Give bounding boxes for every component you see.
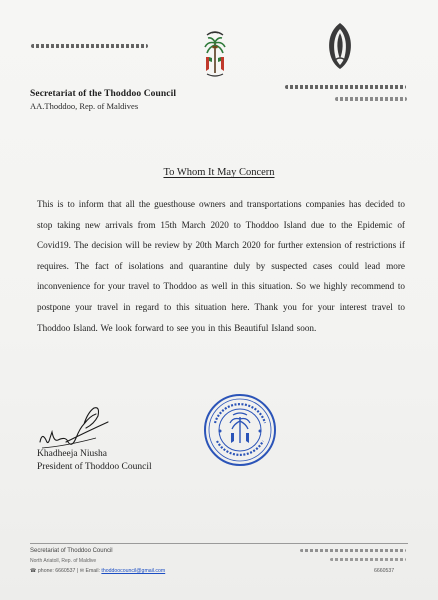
- dhivehi-footer-line2: [330, 558, 406, 561]
- footer-address: North Ariatoll, Rep. of Maldive: [30, 558, 97, 564]
- maldives-emblem-icon: [203, 27, 227, 79]
- footer-contact: ☎ phone: 6660537 | ✉ Email: thoddoocouncil@gmail.com: [30, 568, 166, 574]
- handwritten-signature: [36, 402, 111, 452]
- email-icon: ✉: [79, 568, 85, 574]
- footer-org: Secretariat of Thoddoo Council: [30, 548, 113, 554]
- letter-body: This is to inform that all the guesthouse owners and transportations companies has decided to stop taking new arrivals from 15th March 2020 to Thoddoo Island due to the Epidemic of Covid19. The decision will be review by 20th March 2020 for further extension of restrictions if requires. The fact of isolations and quarantine duly by suspected cases could lead more inconvenience for your travel to Thoddoo as well in this situation. So we highly recommend to postpone your travel in regard to this situation here. Thank you for your interest travel to Thoddoo Island. We look forward to see you in this Beautiful Island soon.: [37, 199, 405, 333]
- phone-icon: ☎: [30, 568, 37, 574]
- official-stamp-icon: [203, 393, 277, 467]
- signer-title: President of Thoddoo Council: [37, 462, 152, 472]
- thoddoo-council-logo-icon: [321, 21, 359, 71]
- footer-email-label: Email:: [85, 568, 100, 574]
- footer-divider: [30, 543, 408, 544]
- council-address: AA.Thoddoo, Rep. of Maldives: [30, 101, 139, 111]
- letter-heading: To Whom It May Concern: [163, 167, 275, 178]
- council-title: Secretariat of the Thoddoo Council: [30, 89, 177, 99]
- dhivehi-footer-line1: [300, 549, 406, 552]
- dhivehi-header-right: [285, 85, 406, 89]
- footer-phone-label: phone:: [37, 568, 54, 574]
- footer-email-link[interactable]: thoddoocouncil@gmail.com: [101, 568, 166, 574]
- dhivehi-address-right: [335, 97, 407, 101]
- dhivehi-header-left: [31, 44, 148, 48]
- footer-phone: 6660537: [55, 568, 76, 574]
- signer-name: Khadheeja Niusha: [37, 449, 107, 459]
- footer-phone-right: 6660537: [374, 568, 395, 574]
